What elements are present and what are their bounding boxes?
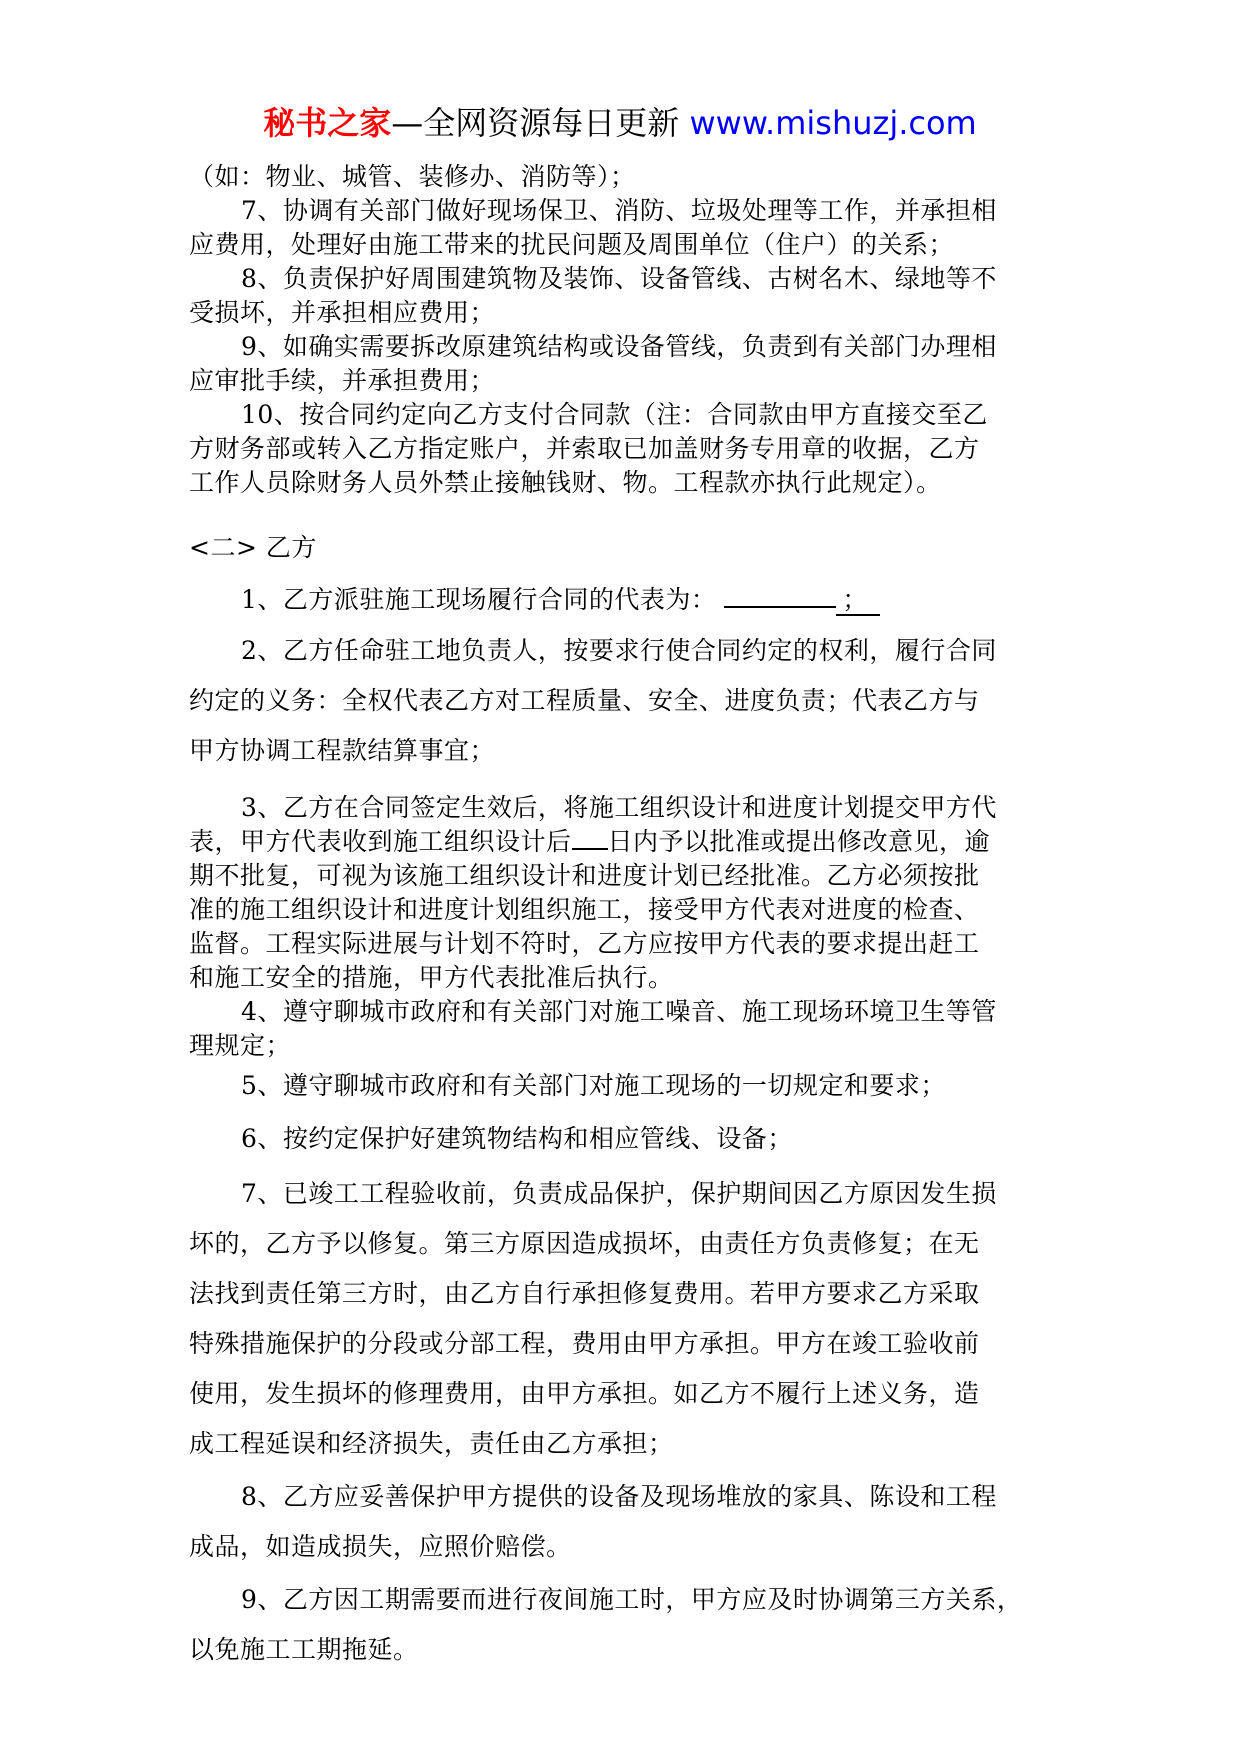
party-b-item9-line2: 以免施工工期拖延。: [189, 1635, 419, 1664]
party-b-item1: [241, 583, 880, 617]
party-b-item6: 6、按约定保护好建筑物结构和相应管线、设备；: [241, 1124, 793, 1153]
party-b-item3-line2-b: 日内予以批准或提出修改意见，逾: [607, 827, 991, 856]
party-a-item8-line2: 受损坏，并承担相应费用；: [189, 298, 496, 327]
days-blank: [572, 826, 608, 850]
party-a-item8-line1: 8、负责保护好周围建筑物及装饰、设备管线、古树名木、绿地等不: [241, 264, 997, 293]
party-b-item3-line2: [189, 825, 990, 859]
party-a-item7-line2: 应费用，处理好由施工带来的扰民问题及周围单位（住户）的关系；: [189, 230, 955, 259]
representative-blank: [724, 584, 836, 608]
party-a-continuation-line: （如：物业、城管、装修办、消防等）；: [189, 162, 636, 191]
website-link[interactable]: www.mishuzj.com: [689, 104, 977, 142]
party-b-item1-text: 1、乙方派驻施工现场履行合同的代表为：: [241, 585, 717, 614]
party-b-item9-line1: 9、乙方因工期需要而进行夜间施工时，甲方应及时协调第三方关系，: [241, 1585, 1023, 1614]
party-a-item7-line1: 7、协调有关部门做好现场保卫、消防、垃圾处理等工作，并承担相: [241, 196, 997, 225]
party-b-item3-line6: 和施工安全的措施，甲方代表批准后执行。: [189, 963, 674, 992]
party-b-item1-end: ；: [836, 585, 880, 616]
page-header: [0, 103, 1240, 143]
brand-name: 秘书之家: [263, 104, 392, 142]
party-b-item2-line2: 约定的义务：全权代表乙方对工程质量、安全、进度负责；代表乙方与: [189, 686, 980, 715]
party-b-item7-line5: 使用，发生损坏的修理费用，由甲方承担。如乙方不履行上述义务，造: [189, 1379, 980, 1408]
party-b-item2-line1: 2、乙方任命驻工地负责人，按要求行使合同约定的权利，履行合同: [241, 636, 997, 665]
party-b-item3-line2-a: 表，甲方代表收到施工组织设计后: [189, 827, 572, 856]
party-b-item8-line1: 8、乙方应妥善保护甲方提供的设备及现场堆放的家具、陈设和工程: [241, 1482, 997, 1511]
party-b-item5: 5、遵守聊城市政府和有关部门对施工现场的一切规定和要求；: [241, 1071, 946, 1100]
party-a-item10-line3: 工作人员除财务人员外禁止接触钱财、物。工程款亦执行此规定）。: [189, 468, 942, 497]
party-b-item8-line2: 成品，如造成损失，应照价赔偿。: [189, 1532, 572, 1561]
party-a-item9-line1: 9、如确实需要拆改原建筑结构或设备管线，负责到有关部门办理相: [241, 332, 997, 361]
party-b-item2-line3: 甲方协调工程款结算事宜；: [189, 736, 496, 765]
party-b-item4-line1: 4、遵守聊城市政府和有关部门对施工噪音、施工现场环境卫生等管: [241, 997, 997, 1026]
party-b-item3-line5: 监督。工程实际进展与计划不符时，乙方应按甲方代表的要求提出赶工: [189, 929, 980, 958]
party-b-item7-line1: 7、已竣工工程验收前，负责成品保护，保护期间因乙方原因发生损: [241, 1179, 997, 1208]
party-b-item7-line2: 坏的，乙方予以修复。第三方原因造成损坏，由责任方负责修复；在无: [189, 1229, 980, 1258]
party-b-item7-line6: 成工程延误和经济损失，责任由乙方承担；: [189, 1429, 674, 1458]
party-b-item3-line4: 准的施工组织设计和进度计划组织施工，接受甲方代表对进度的检查、: [189, 895, 980, 924]
header-slogan: —全网资源每日更新: [391, 104, 690, 142]
party-a-item9-line2: 应审批手续，并承担费用；: [189, 366, 496, 395]
party-a-item10-line1: 10、按合同约定向乙方支付合同款（注：合同款由甲方直接交至乙: [241, 400, 988, 429]
party-b-item4-line2: 理规定；: [189, 1031, 292, 1060]
party-a-item10-line2: 方财务部或转入乙方指定账户，并索取已加盖财务专用章的收据，乙方: [189, 434, 980, 463]
party-b-item7-line4: 特殊措施保护的分段或分部工程，费用由甲方承担。甲方在竣工验收前: [189, 1329, 980, 1358]
party-b-item3-line1: 3、乙方在合同签定生效后，将施工组织设计和进度计划提交甲方代: [241, 793, 997, 822]
party-b-item3-line3: 期不批复，可视为该施工组织设计和进度计划已经批准。乙方必须按批: [189, 861, 980, 890]
party-b-item7-line3: 法找到责任第三方时，由乙方自行承担修复费用。若甲方要求乙方采取: [189, 1279, 980, 1308]
party-b-heading: <二> 乙方: [189, 533, 317, 562]
